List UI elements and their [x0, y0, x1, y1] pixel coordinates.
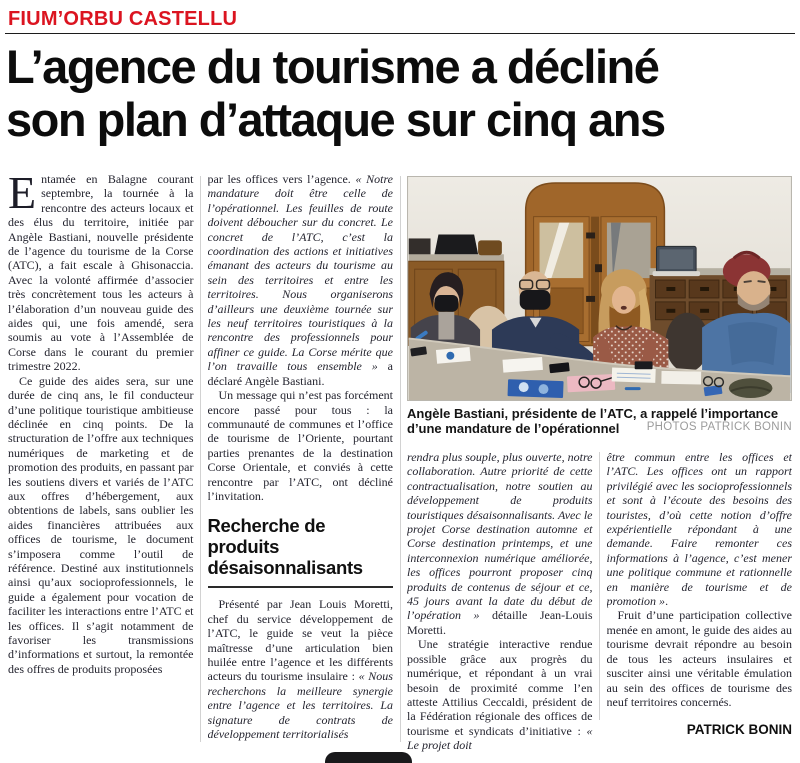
paper	[661, 371, 701, 385]
lined-paper	[612, 368, 656, 383]
face-mask	[520, 290, 551, 310]
photo-frame	[407, 176, 792, 401]
open-mouth	[621, 306, 627, 310]
article-column-1	[8, 172, 194, 763]
section-subhead: Recherche de produits désaisonnalisants	[207, 515, 363, 579]
article-paragraph: être commun entre les offices et l’ATC. Les offices ont un rapport privilégié avec les socioprofessionnels et sont à l’écoute des besoins des touristes, d’où cette notion d’offre expérientielle répondant à une demande. Faire remonter ces informations à l’agence, c’est mener une politique commune et rationnelle en manière de tourisme et de promotion ».	[606, 450, 792, 609]
kicker-rule	[5, 33, 795, 34]
section-kicker: FIUM’ORBU CASTELLU	[8, 8, 238, 30]
photo-caption-text: Angèle Bastiani, présidente de l’ATC, a rappelé l’importance d’une mandature de l’opérationnel	[407, 406, 779, 436]
article-column-2	[208, 172, 394, 763]
article-paragraph: rendra plus souple, plus ouverte, notre collaboration. Autre priorité de cette contractualisation, notre soutien au développement de produits touristiques désaisonnalisants. Avec le projet Corse destination automne et Corse destination printemps, et une interconnexion numérique améliorée, les offices pourront proposer cinq produits de contenus de séjour et ce, 45 jours avant la date du début de l’opération » détaille Jean-Louis Moretti.	[407, 450, 593, 637]
viewer-toolbar-handle[interactable]	[325, 752, 412, 763]
blue-pen	[625, 387, 641, 390]
subhead-rule	[208, 586, 394, 588]
column-rule	[599, 452, 600, 720]
article-paragraph: par les offices vers l’agence. « Notre mandature doit être celle de l’opérationnel. Les feuilles de route doivent déboucher sur du concret. Le concret de l’ATC, c’est la coordination des actions et initiatives émanant des acteurs du tourisme au sein des territoires et entre les territoires. Nous organiserons d’ailleurs une deuxième tournée sur les neuf territoires touristiques à la rencontre des professionnels pour affiner ce guide. La Corse mérite que l’on travaille tous ensemble » a déclaré Angèle Bastiani.	[207, 172, 393, 388]
headline-line-2: son plan d’attaque sur cinq ans	[6, 93, 665, 146]
closed-laptop	[434, 234, 478, 254]
basket	[478, 240, 502, 255]
paper	[503, 357, 543, 373]
article-photo	[407, 176, 792, 436]
drop-cap: E	[8, 172, 37, 218]
press-conference-photo-illustration	[408, 177, 791, 400]
article-paragraph: Fruit d’une participation collective menée en amont, le guide des aides au tourisme devrait répondre au besoin de tous les acteurs insulaires et susciter ainsi une véritable émulation au sein des offices de tourisme des neuf territoires concernés.	[606, 608, 792, 709]
article-paragraph: Un message qui n’est pas forcément encore passé pour tous : la communauté de communes et l’office de tourisme de l’Oriente, pourtant parties prenantes de la destination Corse Orientale, et conviés à cette rencontre par l’ATC, ont décliné l’invitation.	[207, 388, 393, 503]
headline-line-1: L’agence du tourisme a décliné	[6, 40, 659, 93]
phone	[635, 361, 653, 369]
article-body	[8, 172, 792, 763]
photo-credit: PHOTOS PATRICK BONIN	[646, 421, 792, 433]
article-paragraph: Une stratégie interactive rendue possible grâce aux progrès du numérique, et répondant à un vrai besoin de proximité comme l’en atteste Attilius Ceccaldi, président de la Fédération régionale des offices de tourisme et syndicats d’initiative : « Le projet doit	[407, 637, 593, 753]
article-paragraph: Entamée en Balagne courant septembre, la tournée à la rencontre des acteurs locaux et des élus du territoire, initiée par Angèle Bastiani, nouvelle présidente de l’agence du tourisme de la Corse (ATC), a fait escale à Ghisonaccia. Avec la volonté affirmée d’associer très concrètement tous les acteurs à l’élaboration d’un nouveau guide des aides qui, une fois amendé, sera soumis au vote à l’Assemblée de Corse dans le courant du premier trimestre 2022.	[8, 172, 194, 374]
column-rule	[200, 176, 201, 742]
dark-case	[409, 238, 431, 254]
article-paragraph: Présenté par Jean Louis Moretti, chef du service développement de l’ATC, le guide se veut la pièce maîtresse d’une articulation bien huilée entre l’agence et les différents acteurs du tourisme insulaire : « Nous recherchons la meilleure synergie entre l’agence et les territoires. La signature de contrats de développement territorialisés	[207, 597, 393, 741]
photo-caption	[407, 406, 792, 436]
white-booklet	[436, 347, 471, 364]
article-paragraph: Ce guide des aides sera, sur une durée de cinq ans, le fil conducteur d’une politique touristique ambitieuse déclinée en cinq points. De la structuration de l’offre aux techniques numériques de marketing et de promotion des produits, en passant par les soutiens divers et variés de l’ATC aux offres d’hébergement, aux obtentions de labels, sans oublier les aides financières attribuées aux offices de tourisme, le document s’imposera comme l’outil de référence. Destiné aux institutionnels ainsi qu’aux socioprofessionnels, le guide a également pour vocation de faciliter les interactions entre l’ATC et les offices. Il s’agit notamment de favoriser les transmissions d’informations et surtout, la remontée des offres de produits proposées	[8, 373, 194, 676]
open-laptop	[653, 246, 701, 276]
author-byline: PATRICK BONIN	[686, 722, 792, 738]
column-rule	[400, 176, 401, 742]
article-headline	[6, 40, 798, 146]
pink-folder	[567, 374, 615, 392]
blue-brochures	[508, 379, 564, 398]
